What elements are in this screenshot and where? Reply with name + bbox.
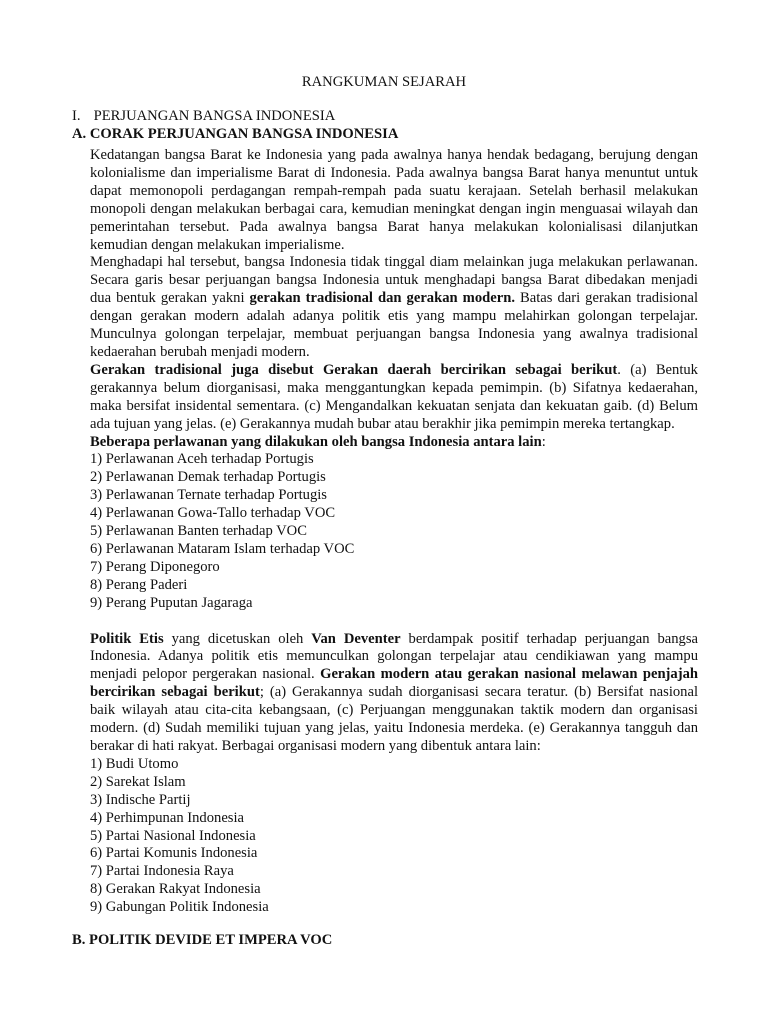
paragraph-1: Kedatangan bangsa Barat ke Indonesia yang pada awalnya hanya hendak bedagang, berujung dengan kolonialisme dan imperialisme Barat di Indonesia. Pada awalnya bangsa Barat hanya menuntut untuk dapat memonopoli perdagangan rempah-rempah pada suatu kerajaan. Setelah berhasil melakukan monopoli dengan melakukan berbagai cara, kemudian meningkat dengan ingin menguasai wilayah dan pemerintahan tersebut. Pada awalnya bangsa Barat hanya melakukan kolonialisasi dilanjutkan kemudian dengan melakukan imperialisme. [90,147,698,253]
list-item: 6) Partai Komunis Indonesia [90,845,258,862]
list-item: 2) Perlawanan Demak terhadap Portugis [90,469,326,486]
paragraph-5-bold-b: Van Deventer [311,630,401,647]
paragraph-2 [90,254,698,361]
list-item: 1) Perlawanan Aceh terhadap Portugis [90,451,314,468]
paragraph-5-text-b: berdampak positif terhadap perjuangan bangsa Indonesia. Adanya politik etis memunculkan golongan terpelajar atau cendikiawan yang mampu menjadi pelopor pergerakan nasional. [90,630,699,683]
list-item: 3) Indische Partij [90,791,191,808]
resistance-list [90,451,698,612]
section-heading-1 [72,108,335,126]
paragraph-3-text: . (a) Bentuk gerakannya belum diorganisasi, maka menggantungkan kepada pemimpin. (b) Sifatnya kedaerahan, maka bersifat insidental sementara. (c) Mengandalkan kekuatan senjata dan kekuatan gaib. (d) Belum ada tujuan yang jelas. (e) Gerakannya mudah bubar atau berakhir jika pemimpin mereka tertangkap. [90,361,698,432]
paragraph-3 [90,362,698,434]
paragraph-4 [90,434,698,452]
list-item: 7) Perang Diponegoro [90,558,220,575]
paragraph-2-text-a: Menghadapi hal tersebut, bangsa Indonesia tidak tinggal diam melainkan juga melakukan perlawanan. Secara garis besar perjuangan bangsa Indonesia untuk menghadapi bangsa Barat dibedakan menjadi dua bentuk gerakan yakni [90,254,698,307]
paragraph-4-bold: Beberapa perlawanan yang dilakukan oleh bangsa Indonesia antara lain [90,433,542,450]
list-item: 9) Perang Puputan Jagaraga [90,594,253,611]
list-item: 4) Perhimpunan Indonesia [90,809,245,826]
list-item: 8) Perang Paderi [90,576,188,593]
subsection-heading-a: A. CORAK PERJUANGAN BANGSA INDONESIA [72,126,399,142]
list-item: 5) Partai Nasional Indonesia [90,827,256,844]
paragraph-5-text-c: ; (a) Gerakannya sudah diorganisasi secara teratur. (b) Bersifat nasional baik wilayah atau cita-cita kebangsaan, (c) Perjuangan menggunakan taktik modern dan organisasi modern. (d) Sudah memiliki tujuan yang jelas, yaitu Indonesia merdeka. (e) Gerakannya tangguh dan berakar di hati rakyat. Berbagai organisasi modern yang dibentuk antara lain: [90,684,698,754]
paragraph-2-bold: gerakan tradisional dan gerakan modern. [249,290,515,307]
subsection-heading-b: B. POLITIK DEVIDE ET IMPERA VOC [72,932,333,948]
list-item: 5) Perlawanan Banten terhadap VOC [90,523,307,540]
list-item: 3) Perlawanan Ternate terhadap Portugis [90,487,327,504]
paragraph-5-text-a: yang dicetuskan oleh [163,630,312,647]
list-item: 2) Sarekat Islam [90,773,186,790]
paragraph-4-text: : [541,433,546,450]
section-body [90,147,698,917]
document-title: RANGKUMAN SEJARAH [301,74,467,90]
paragraph-5 [90,631,698,756]
section-number: I. [72,108,81,124]
paragraph-5-bold-a: Politik Etis [90,630,164,647]
spacer [90,613,698,631]
list-item: 9) Gabungan Politik Indonesia [90,899,269,916]
paragraph-2-text-b: Batas dari gerakan tradisional dengan gerakan modern adalah adanya politik etis yang mampu melahirkan golongan terpelajar. Munculnya golongan terpelajar, membuat perjuangan bangsa Indonesia yang awalnya tradisional kedaerahan berubah menjadi modern. [90,290,699,360]
list-item: 8) Gerakan Rakyat Indonesia [90,881,261,898]
section-title: PERJUANGAN BANGSA INDONESIA [93,108,336,124]
organization-list [90,756,698,917]
paragraph-3-bold: Gerakan tradisional juga disebut Gerakan daerah bercirikan sebagai berikut [90,361,618,378]
list-item: 6) Perlawanan Mataram Islam terhadap VOC [90,540,355,557]
list-item: 1) Budi Utomo [90,755,179,772]
list-item: 7) Partai Indonesia Raya [90,863,234,880]
paragraph-5-bold-c: Gerakan modern atau gerakan nasional melawan penjajah bercirikan sebagai berikut [90,666,698,701]
list-item: 4) Perlawanan Gowa-Tallo terhadap VOC [90,505,336,522]
